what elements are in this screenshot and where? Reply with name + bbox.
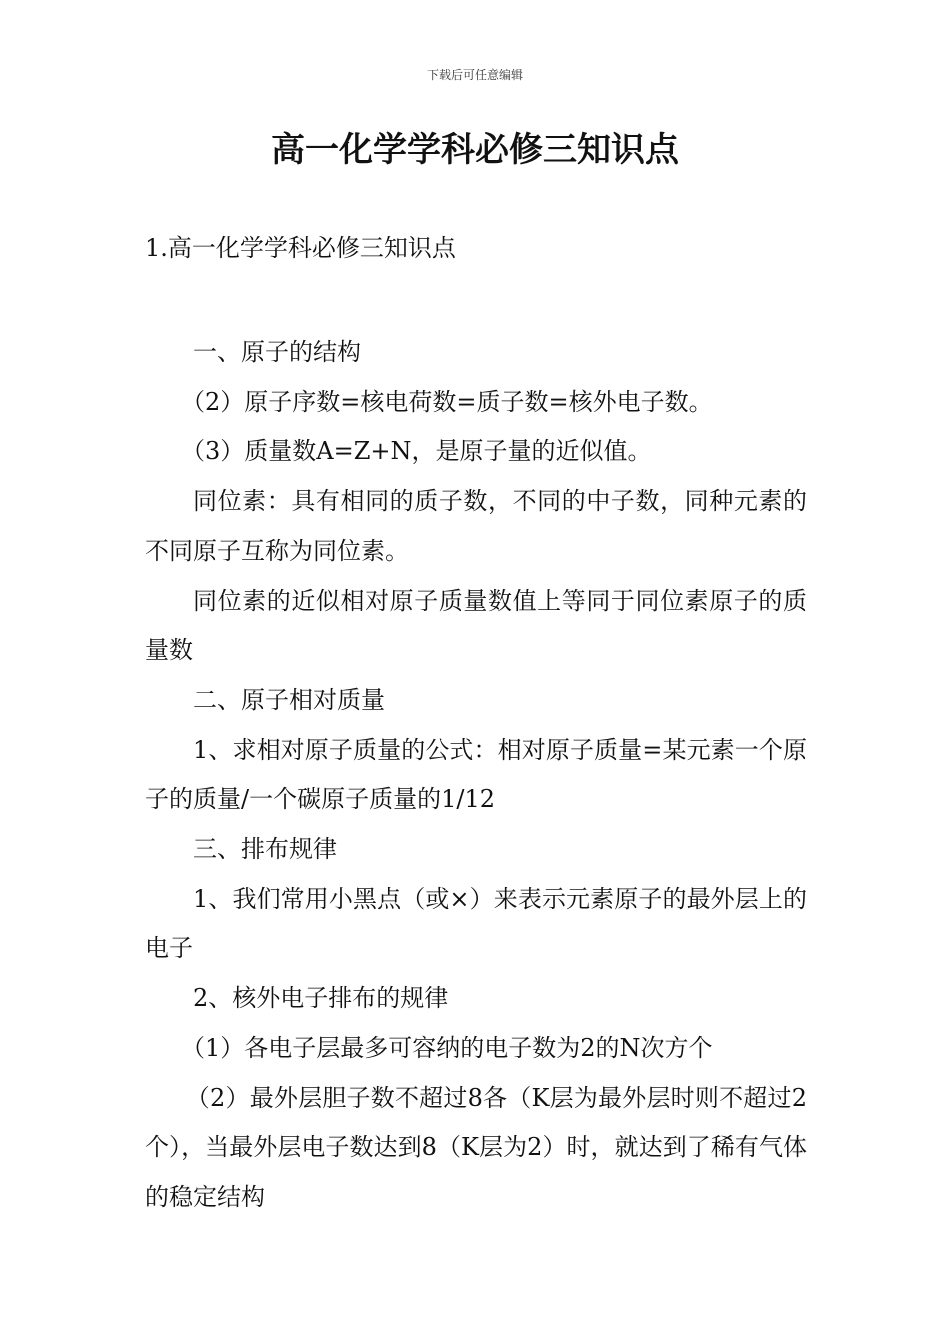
paragraph-electron-dots: 1、我们常用小黑点（或×）来表示元素原子的最外层上的电子 [145,884,807,963]
header-note: 下载后可任意编辑 [426,68,523,82]
document-body [145,328,807,1223]
paragraph-atom-structure: 一、原子的结构 [193,338,361,366]
paragraph-atomic-number: （2）原子序数=核电荷数=质子数=核外电子数。 [181,387,713,416]
paragraph-arrangement-heading: 三、排布规律 [193,835,337,864]
paragraph-rule-2: （2）最外层胆子数不超过8各（K层为最外层时则不超过2个），当最外层电子数达到8（K层为2）时，就达到了稀有气体的稳定结构 [145,1083,807,1211]
paragraph-rule-1: （1）各电子层最多可容纳的电子数为2的N次方个 [181,1033,713,1062]
page-title: 高一化学学科必修三知识点 [271,130,679,170]
paragraph-isotope-mass: 同位素的近似相对原子质量数值上等同于同位素原子的质量数 [145,586,807,665]
paragraph-mass-number: （3）质量数A=Z+N，是原子量的近似值。 [181,437,652,466]
paragraph-isotope-definition: 同位素：具有相同的质子数，不同的中子数，同种元素的不同原子互称为同位素。 [145,487,807,565]
paragraph-arrangement-rules: 2、核外电子排布的规律 [193,984,449,1013]
paragraph-relative-mass-formula: 1、求相对原子质量的公式：相对原子质量=某元素一个原子的质量/一个碳原子质量的1/12 [145,735,807,814]
section-heading: 1.高一化学学科必修三知识点 [145,234,456,262]
paragraph-relative-mass-heading: 二、原子相对质量 [193,685,385,714]
